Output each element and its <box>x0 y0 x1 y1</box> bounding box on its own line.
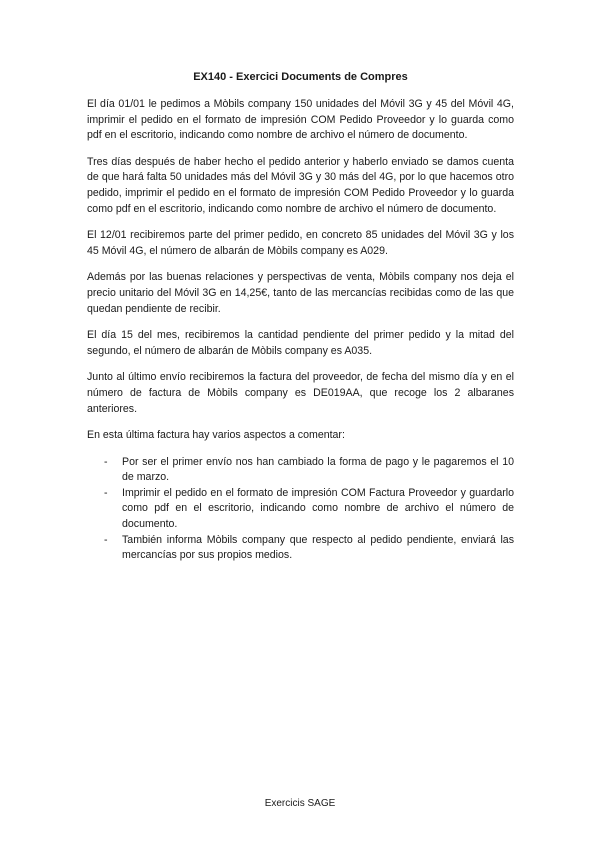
dash-bullet-icon: - <box>104 486 108 499</box>
dash-bullet-icon: - <box>104 455 108 468</box>
invoice-notes-list <box>87 455 514 564</box>
document-title: EX140 - Exercici Documents de Compres <box>193 71 408 83</box>
list-item-text: Imprimir el pedido en el formato de impresión COM Factura Proveedor y guardarlo como pdf en el escritorio, indicando como nombre de archivo el número de documento. <box>122 486 514 531</box>
paragraph-first-delivery: El 12/01 recibiremos parte del primer pedido, en concreto 85 unidades del Móvil 3G y los 45 Móvil 4G, el número de albarán de Mòbils company es A029. <box>87 229 514 257</box>
paragraph-second-order: Tres días después de haber hecho el pedido anterior y haberlo enviado se damos cuenta de que hará falta 50 unidades más del Móvil 3G y 30 más del 4G, por lo que hacemos otro pedido, imprimir el pedido en el formato de impresión COM Pedido Proveedor y lo guarda como pdf en el escritorio, indicando como nombre de archivo el número de documento. <box>87 155 514 215</box>
paragraph-price-change: Además por las buenas relaciones y perspectivas de venta, Mòbils company nos deja el precio unitario del Móvil 3G en 14,25€, tanto de las mercancías recibidas como de las que quedan pendiente de recibir. <box>87 271 514 315</box>
paragraph-invoice-notes-intro: En esta última factura hay varios aspectos a comentar: <box>87 429 345 442</box>
document-page <box>87 70 514 564</box>
paragraph-first-order: El día 01/01 le pedimos a Mòbils company 150 unidades del Móvil 3G y 45 del Móvil 4G, imprimir el pedido en el formato de impresión COM Pedido Proveedor y lo guarda como pdf en el escritorio, indicando como nombre de archivo el número de documento. <box>87 98 514 142</box>
list-item <box>87 533 514 564</box>
dash-bullet-icon: - <box>104 533 108 546</box>
list-item-text: También informa Mòbils company que respecto al pedido pendiente, enviará las mercancías por sus propios medios. <box>122 533 514 562</box>
list-item <box>87 455 514 486</box>
paragraph-invoice: Junto al último envío recibiremos la factura del proveedor, de fecha del mismo día y en el número de factura de Mòbils company es DE019AA, que recoge los 2 albaranes anteriores. <box>87 371 514 415</box>
list-item-text: Por ser el primer envío nos han cambiado la forma de pago y le pagaremos el 10 de marzo. <box>122 455 514 484</box>
paragraph-second-delivery: El día 15 del mes, recibiremos la cantidad pendiente del primer pedido y la mitad del segundo, el número de albarán de Mòbils company es A035. <box>87 329 514 357</box>
list-item <box>87 486 514 533</box>
page-footer: Exercicis SAGE <box>264 798 336 809</box>
